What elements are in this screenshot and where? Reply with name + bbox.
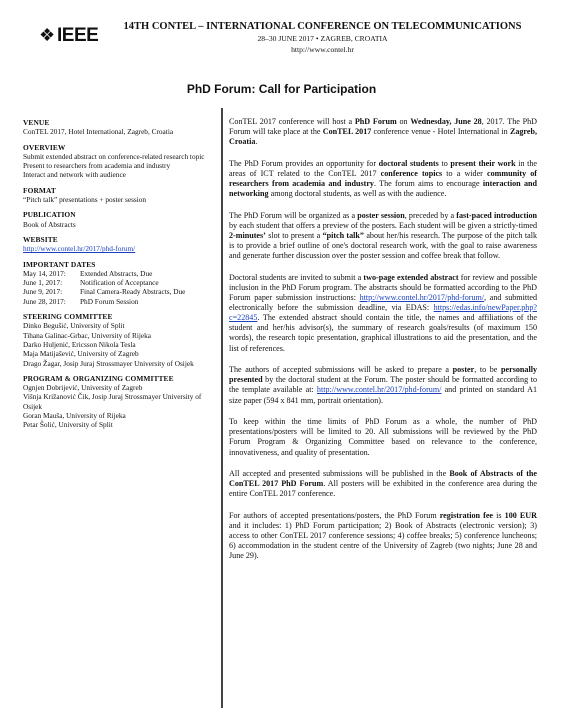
steering-heading: STEERING COMMITTEE: [23, 312, 113, 322]
program-heading: PROGRAM & ORGANIZING COMMITTEE: [23, 373, 174, 383]
event-cell: Final Camera-Ready Abstracts, Due: [80, 287, 186, 297]
website-link[interactable]: http://www.contel.hr/2017/phd-forum/: [23, 244, 136, 254]
conference-header: [120, 20, 525, 56]
publication-heading: PUBLICATION: [23, 210, 76, 220]
sidebar: [23, 118, 218, 430]
paragraph-opportunity: The PhD Forum provides an opportunity for doctoral students to present their work in the areas of ICT related to the ConTEL 2017 conference topics to a wider community of researchers from academia and industry. The forum aims to encourage interaction and networking among doctoral students, as well as with the audience.: [229, 158, 538, 199]
overview-item: Submit extended abstract on conference-related research topic: [23, 151, 205, 161]
dates-table: [23, 269, 185, 306]
conference-dates: 28–30 JUNE 2017 • ZAGREB, CROATIA: [257, 34, 388, 43]
format-heading: FORMAT: [23, 185, 56, 195]
overview-item: Interact and network with audience: [23, 170, 126, 180]
date-cell: June 9, 2017:: [23, 287, 63, 297]
program-member: Goran Mauša, University of Rijeka: [23, 411, 126, 421]
publication-text: Book of Abstracts: [23, 219, 76, 229]
date-row: [23, 287, 185, 296]
event-cell: Extended Abstracts, Due: [80, 268, 153, 278]
paragraph-fee: For authors of accepted presentations/posters, the PhD Forum registration fee is 100 EUR and it includes: 1) PhD Forum participation; 2) Book of Abstracts (electronic version); 3) access to other ConTEL 2017 conference sessions; 4) coffee breaks; 5) conference luncheons; 6) accommodation in the student centre of the University of Zagreb (two nights; June 28 and June 29).: [229, 511, 537, 561]
page-title: PhD Forum: Call for Participation: [186, 82, 377, 96]
event-cell: Notification of Acceptance: [80, 278, 159, 288]
steering-member: Drago Žagar, Josip Juraj Strossmayer University of Osijek: [23, 358, 194, 368]
conference-name: 14TH CONTEL – INTERNATIONAL CONFERENCE ON TELECOMMUNICATIONS: [123, 21, 522, 32]
date-cell: May 14, 2017:: [23, 268, 66, 278]
phd-forum-link[interactable]: http://www.contel.hr/2017/phd-forum/: [359, 293, 485, 303]
website-heading: WEBSITE: [23, 234, 58, 244]
paragraph-organization: The PhD Forum will be organized as a poster session, preceded by a fast-paced introduction by each student that offers a preview of the posters. Each student will be given a strictly-timed 2-minutes’ slot to present a “pitch talk” about her/his research. The purpose of the pitch talk is to provide a brief outline of one's doctoral research work, with the goal to raise awareness and generate further discussion over the poster session and coffee break that follow.: [229, 210, 538, 261]
paragraph-intro: ConTEL 2017 conference will host a PhD Forum on Wednesday, June 28, 2017. The PhD Forum will take place at the ConTEL 2017 conference venue - Hotel International in Zagreb, Croatia.: [229, 117, 538, 147]
venue-text: ConTEL 2017, Hotel International, Zagreb, Croatia: [23, 127, 174, 137]
format-text: “Pitch talk” presentations + poster session: [23, 195, 147, 205]
date-row: [23, 269, 185, 278]
ieee-diamond-icon: ❖: [39, 25, 56, 45]
venue-heading: VENUE: [23, 118, 50, 127]
overview-heading: OVERVIEW: [23, 142, 66, 152]
steering-member: Maja Matijašević, University of Zagreb: [23, 349, 139, 359]
date-row: [23, 297, 185, 306]
ieee-wordmark: IEEE: [57, 25, 99, 46]
paragraph-submission: Doctoral students are invited to submit a two-page extended abstract for review and possible inclusion in the PhD Forum program. The abstracts should be formatted according to the PhD Forum paper submission instructions: http://www.contel.hr/2017/phd-forum/, and submitted electronically before the submission deadline, via EDAS: https://edas.info/newPaper.php?c=22845. The extended abstract should contain the title, the names and affiliations of the student and her/his advisor(s), the summary of research goals/results (of maximum 150 words), the research topic presentation, graphical illustrations to aid the presentation, and the list of references.: [229, 272, 537, 353]
steering-member: Darko Huljenić, Ericsson Nikola Tesla: [23, 339, 136, 349]
steering-member: Tihana Galinac-Grbac, University of Rijeka: [23, 330, 151, 340]
date-cell: June 1, 2017:: [23, 278, 63, 288]
template-link[interactable]: http://www.contel.hr/2017/phd-forum/: [316, 385, 442, 395]
program-member: Ognjen Dobrijević, University of Zagreb: [23, 383, 143, 393]
dates-heading: IMPORTANT DATES: [23, 259, 96, 269]
date-row: [23, 278, 185, 287]
column-divider: [221, 108, 223, 708]
paragraph-poster: The authors of accepted submissions will be asked to prepare a poster, to be personally presented by the doctoral student at the Forum. The poster should be formatted according to the template available at: http://www.contel.hr/2017/phd-forum/ and printed on standard A1 size paper (594 x 841 mm, portrait orientation).: [229, 365, 537, 405]
paragraph-publication: All accepted and presented submissions will be published in the Book of Abstracts of the ConTEL 2017 PhD Forum. All posters will be exhibited in the conference area during the entire ConTEL 2017 conference.: [229, 469, 537, 499]
steering-member: Dinko Begušić, University of Split: [23, 321, 125, 331]
program-member: Petar Šolić, University of Split: [23, 420, 113, 430]
event-cell: PhD Forum Session: [80, 296, 139, 306]
ieee-logo: [39, 25, 105, 45]
paragraph-limits: To keep within the time limits of PhD Forum as a whole, the number of PhD presentations/posters will be limited to 20. All submissions will be reviewed by the PhD Forum Program & Organizing Committee based on relevance to the conference, innovativeness, and quality of presentation.: [229, 417, 537, 457]
program-member: Višnja Križanović Čik, Josip Juraj Strossmayer University of Osijek: [23, 392, 202, 411]
edas-link[interactable]: https://edas.info/newPaper.php?c=22845: [229, 303, 537, 323]
date-cell: June 28, 2017:: [23, 296, 66, 306]
main-content: [229, 117, 537, 573]
conference-url: http://www.contel.hr: [291, 45, 354, 54]
overview-item: Present to researchers from academia and industry: [23, 161, 171, 171]
